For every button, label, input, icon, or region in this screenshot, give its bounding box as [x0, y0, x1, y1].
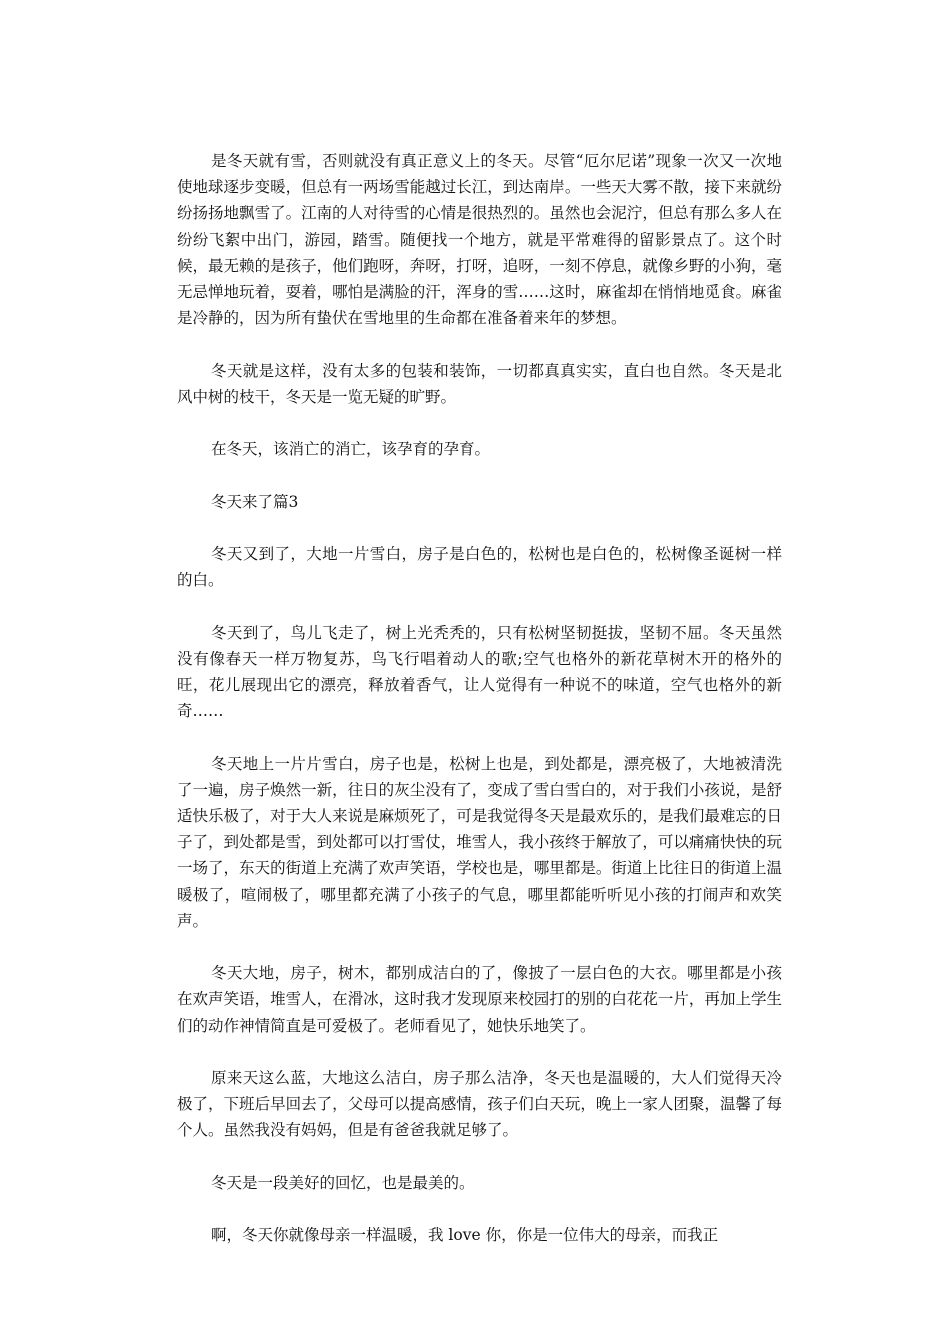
- paragraph-1: 是冬天就有雪，否则就没有真正意义上的冬天。尽管“厄尔尼诺”现象一次又一次地使地球逐步变暖，但总有一两场雪能越过长江，到达南岸。一些天大雾不散，接下来就纷纷扬扬地飘雪了。江南的人对待雪的心情是很热烈的。虽然也会泥泞，但总有那么多人在纷纷飞絮中出门，游园，踏雪。随便找一个地方，就是平常难得的留影景点了。这个时候，最无赖的是孩子，他们跑呀，奔呀，打呀，追呀，一刻不停息，就像乡野的小狗，毫无忌惮地玩着，耍着，哪怕是满脸的汗，浑身的雪……这时，麻雀却在悄悄地觅食。麻雀是冷静的，因为所有蛰伏在雪地里的生命都在准备着来年的梦想。: [177, 152, 782, 328]
- paragraph-5: 冬天到了，鸟儿飞走了，树上光秃秃的，只有松树坚韧挺拔，坚韧不屈。冬天虽然没有像春天一样万物复苏，鸟飞行唱着动人的歌;空气也格外的新花草树木开的格外的旺，花儿展现出它的漂亮，释放着香气，让人觉得有一种说不的味道，空气也格外的新奇……: [177, 623, 782, 721]
- paragraph-8: 原来天这么蓝，大地这么洁白，房子那么洁净，冬天也是温暖的，大人们觉得天冷极了，下班后早回去了，父母可以提高感情，孩子们白天玩，晚上一家人团聚，温馨了每个人。虽然我没有妈妈，但是有爸爸我就足够了。: [177, 1068, 782, 1140]
- paragraph-2: 冬天就是这样，没有太多的包装和装饰，一切都真真实实，直白也自然。冬天是北风中树的枝干，冬天是一览无疑的旷野。: [177, 361, 782, 406]
- paragraph-10: 啊，冬天你就像母亲一样温暖，我 love 你，你是一位伟大的母亲，而我正: [211, 1226, 719, 1245]
- paragraph-3: 在冬天，该消亡的消亡，该孕育的孕育。: [211, 440, 491, 459]
- document-body: [177, 148, 782, 1275]
- paragraph-4: 冬天又到了，大地一片雪白，房子是白色的，松树也是白色的，松树像圣诞树一样的白。: [177, 544, 782, 590]
- paragraph-6: 冬天地上一片片雪白，房子也是，松树上也是，到处都是，漂亮极了，大地被清洗了一遍，房子焕然一新，往日的灰尘没有了，变成了雪白雪白的，对于我们小孩说，是舒适快乐极了，对于大人来说是麻烦死了，可是我觉得冬天是最欢乐的，是我们最难忘的日子了，到处都是雪，到处都可以打雪仗，堆雪人，我小孩终于解放了，可以痛痛快快的玩一场了，东天的街道上充满了欢声笑语，学校也是，哪里都是。街道上比往日的街道上温暖极了，喧闹极了，哪里都充满了小孩子的气息，哪里都能听听见小孩的打闹声和欢笑声。: [177, 754, 782, 930]
- paragraph-9: 冬天是一段美好的回忆，也是最美的。: [211, 1173, 475, 1192]
- paragraph-7: 冬天大地，房子，树木，都别成洁白的了，像披了一层白色的大衣。哪里都是小孩在欢声笑语，堆雪人，在滑冰，这时我才发现原来校园打的别的白花花一片，再加上学生们的动作神情简直是可爱极了。老师看见了，她快乐地笑了。: [177, 964, 782, 1035]
- section-heading: 冬天来了篇3: [211, 492, 299, 511]
